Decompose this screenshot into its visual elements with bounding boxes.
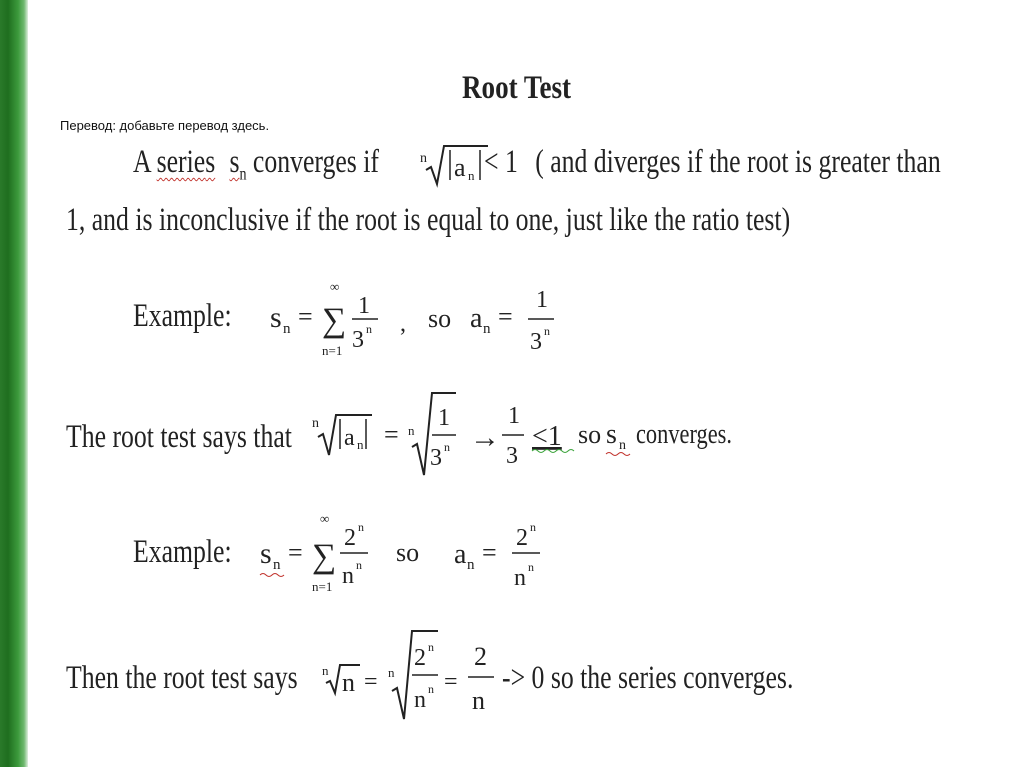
rl1-a: a (344, 425, 355, 451)
rl1-root-index-2: n (408, 423, 415, 438)
translation-note: Перевод: добавьте перевод здесь. (60, 118, 270, 133)
intro-root-index: n (420, 151, 427, 166)
intro-a-base: a (454, 153, 466, 182)
example1-a-sub: n (483, 321, 491, 337)
example2-den2-base: n (514, 565, 526, 591)
example1-s-sub: n (283, 321, 291, 337)
intro-less-one: < 1 (484, 144, 518, 180)
example2-sum-upper: ∞ (320, 511, 330, 526)
example2-label: Example: (133, 534, 232, 570)
example1-s: s (270, 301, 282, 334)
rl1-frac-den: 3 (506, 443, 518, 469)
root-line1-prefix: The root test says that (66, 419, 292, 455)
example2-s: s (260, 537, 272, 570)
rl2-num-base: 2 (414, 645, 426, 671)
example2-den-base: n (342, 563, 354, 589)
example2-num-exp: n (358, 520, 364, 534)
sigma-icon: ∑ (322, 302, 347, 339)
rl1-less-one: <1 (532, 421, 562, 452)
example1-den2-exp: n (544, 324, 550, 338)
rl2-equals: = (364, 669, 378, 695)
rl1-den-base: 3 (430, 445, 442, 471)
rl2-equals-2: = (444, 669, 458, 695)
example2-a-sub: n (467, 557, 475, 573)
rl2-frac-num: 2 (474, 642, 487, 671)
rl1-s-sub: n (619, 438, 626, 453)
rl1-numerator: 1 (438, 405, 450, 431)
arrow-right-icon: → (470, 421, 500, 454)
slide-left-accent-bar (0, 0, 28, 767)
example2-den2-exp: n (528, 560, 534, 574)
rl1-s-spell-underline (606, 453, 630, 456)
example1-numerator-2: 1 (536, 287, 548, 313)
rl2-root-index-2: n (388, 665, 395, 680)
example1-sum-lower: n=1 (322, 343, 343, 358)
intro-line-1-end (484, 146, 941, 179)
example1-den-base: 3 (352, 327, 364, 353)
intro-line-1-start (133, 146, 379, 183)
example1-comma: , (400, 311, 406, 337)
example1-formula (270, 275, 570, 365)
intro-tail: ( and diverges if the root is greater than (535, 144, 941, 180)
intro-sn: s (229, 144, 240, 180)
example2-num2-exp: n (530, 520, 536, 534)
example2-sum-lower: n=1 (312, 579, 333, 594)
rl2-root-index: n (322, 663, 329, 678)
example2-equals-2: = (482, 538, 497, 567)
rl2-frac-den: n (472, 686, 485, 715)
rl1-equals: = (384, 420, 399, 449)
intro-a-sub: n (468, 168, 475, 183)
example2-den-exp: n (356, 558, 362, 572)
root-line2-conclusion: -> 0 so the series converges. (502, 660, 794, 696)
example1-sum-upper: ∞ (330, 279, 340, 294)
rl1-frac-num: 1 (508, 403, 520, 429)
rl1-den-exp: n (444, 440, 450, 454)
example2-so: so (396, 538, 420, 567)
example1-so: so (428, 304, 452, 333)
example1-den2-base: 3 (530, 329, 542, 355)
rl1-converges: converges. (636, 418, 732, 450)
intro-converges-if: converges if (252, 144, 379, 180)
example2-formula (260, 505, 560, 600)
intro-sn-sub: n (239, 163, 247, 184)
sigma-icon-2: ∑ (312, 538, 337, 575)
root-line2-prefix: Then the root test says (66, 660, 298, 696)
example1-equals: = (298, 302, 313, 331)
rl2-num-exp: n (428, 640, 434, 654)
example1-equals-2: = (498, 302, 513, 331)
rl1-a-sub: n (357, 437, 364, 452)
example2-num2-base: 2 (516, 525, 528, 551)
rl1-so: so (578, 420, 602, 449)
example2-equals: = (288, 538, 303, 567)
intro-line-2: 1, and is inconclusive if the root is equal to one, just like the ratio test) (66, 202, 791, 238)
rl1-root-index: n (312, 416, 319, 431)
example1-numerator: 1 (358, 293, 370, 319)
intro-word-series: series (156, 144, 216, 180)
example2-num-base: 2 (344, 525, 356, 551)
rl1-s: s (606, 419, 617, 450)
example2-s-sub: n (273, 557, 281, 573)
example2-a: a (454, 539, 467, 570)
example2-s-spell-underline (260, 574, 284, 577)
root-line1-formula (310, 385, 770, 480)
intro-a: A (133, 144, 151, 180)
slide-title: Root Test (462, 70, 572, 106)
rl2-den-base: n (414, 687, 426, 713)
example1-den-exp: n (366, 322, 372, 336)
example1-label: Example: (133, 298, 232, 334)
rl2-radicand: n (342, 668, 355, 697)
example1-a: a (470, 303, 483, 334)
rl2-den-exp: n (428, 682, 434, 696)
